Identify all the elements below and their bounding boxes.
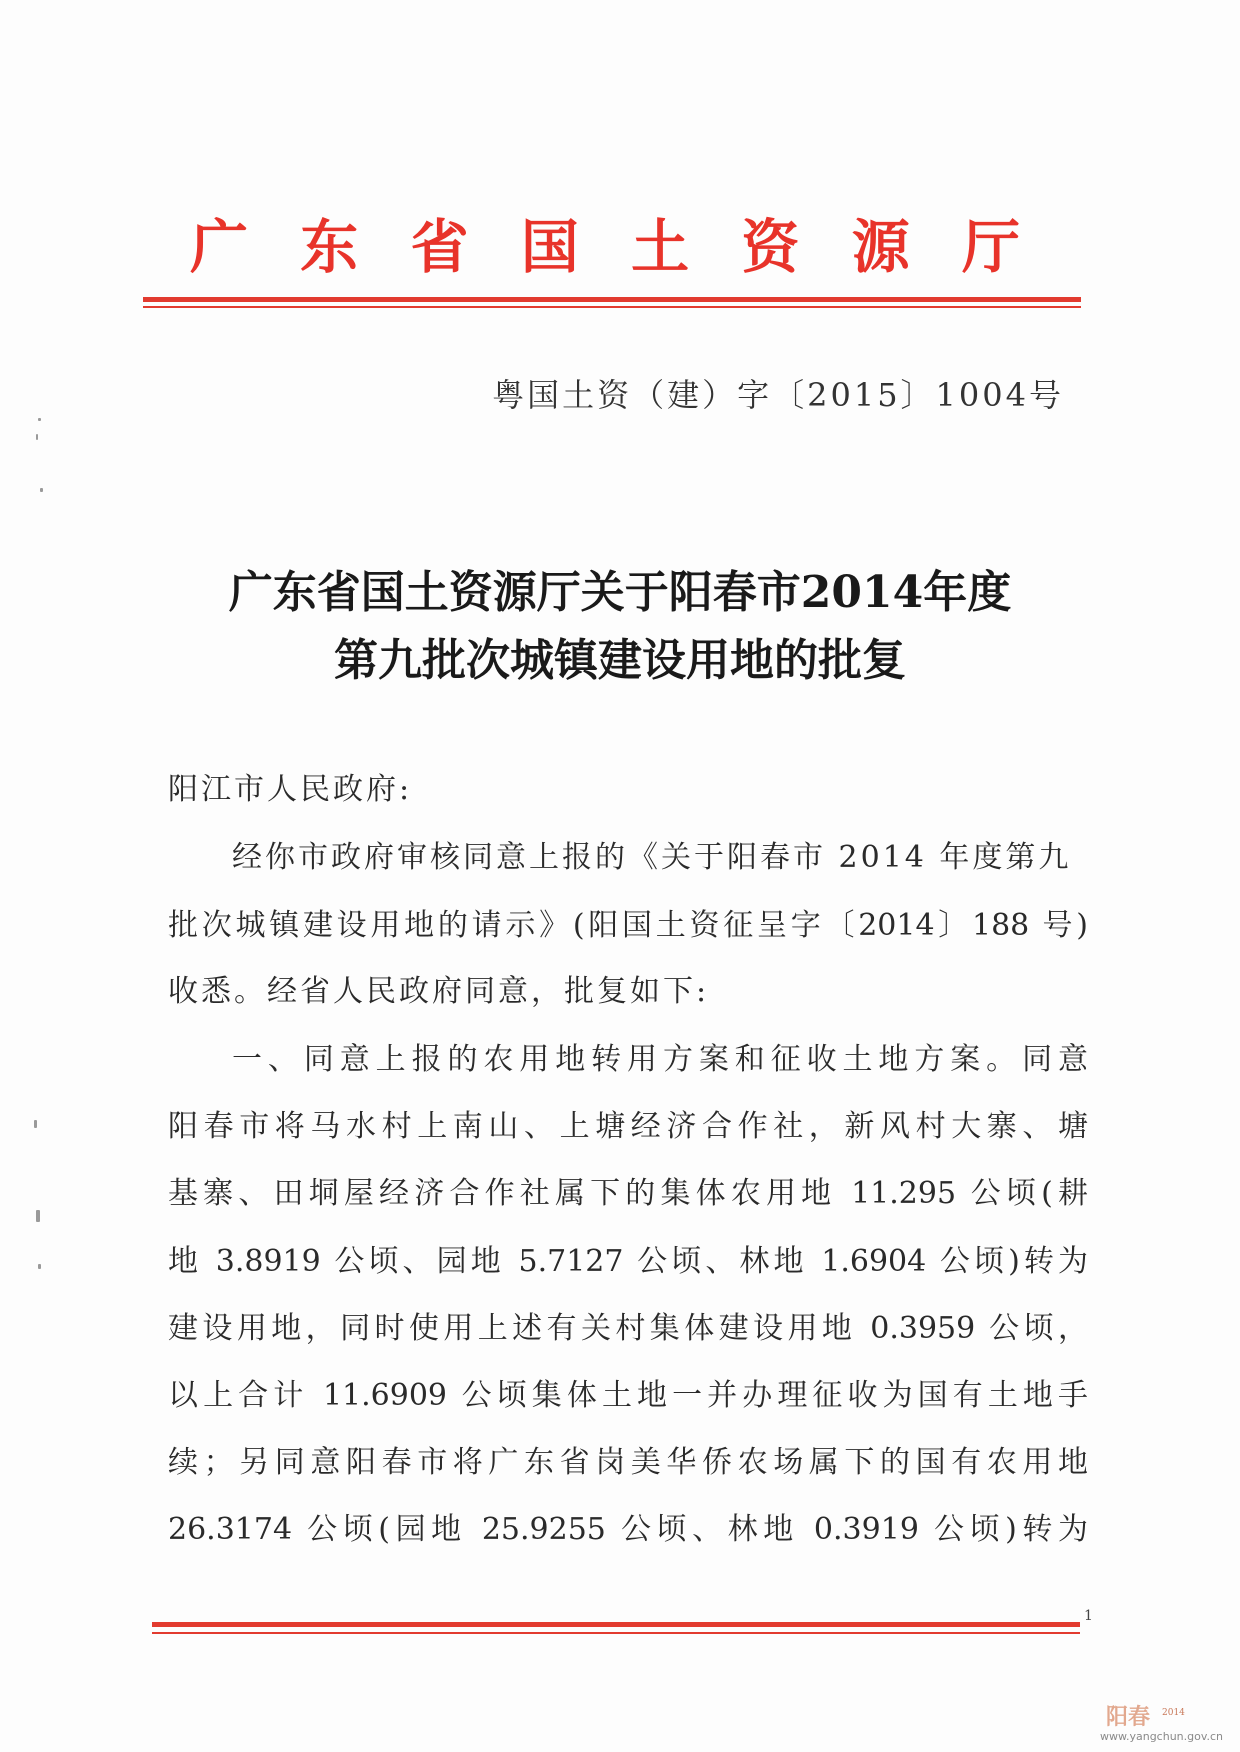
scan-speck [36,434,38,440]
scan-speck [38,1264,41,1269]
scan-speck [36,1210,40,1222]
agency-char: 国 [520,213,579,281]
scan-speck [38,418,41,421]
agency-char: 东 [300,213,359,281]
footer-divider-thin [152,1632,1080,1634]
document-number: 粤国土资（建）字〔2015〕1004号 [492,376,1064,414]
header-divider-thick [143,297,1081,302]
body-line: 建设用地，同时使用上述有关村集体建设用地 0.3959 公顷， [168,1311,1088,1346]
document-title-line1: 广东省国土资源厅关于阳春市2014年度 [228,567,1012,618]
body-line: 阳春市将马水村上南山、上塘经济合作社，新风村大寨、塘 [168,1109,1088,1144]
site-watermark [1100,1700,1235,1746]
agency-header [190,210,1020,284]
agency-char: 省 [410,213,469,281]
agency-char: 土 [631,213,690,281]
agency-char: 厅 [961,213,1020,281]
body-line: 续；另同意阳春市将广东省岗美华侨农场属下的国有农用地 [168,1445,1088,1480]
footer-divider-thick [152,1622,1080,1627]
body-line: 以上合计 11.6909 公顷集体土地一并办理征收为国有土地手 [168,1378,1088,1413]
document-title-line2: 第九批次城镇建设用地的批复 [334,635,906,686]
body-line: 基寨、田垌屋经济合作社属下的集体农用地 11.295 公顷(耕 [168,1176,1088,1211]
watermark-year: 2014 [1162,1708,1185,1718]
body-line: 地 3.8919 公顷、园地 5.7127 公顷、林地 1.6904 公顷)转为 [168,1244,1088,1279]
watermark-url: www.yangchun.gov.cn [1100,1730,1224,1743]
header-divider-thin [143,306,1081,308]
body-line: 一、同意上报的农用地转用方案和征收土地方案。同意 [232,1042,1088,1077]
body-line: 26.3174 公顷(园地 25.9255 公顷、林地 0.3919 公顷)转为 [168,1512,1088,1547]
agency-char: 源 [851,213,910,281]
body-line: 经你市政府审核同意上报的《关于阳春市 2014 年度第九 [232,840,1072,875]
page-number: 1 [1084,1608,1093,1624]
agency-char: 资 [741,213,800,281]
body-line: 收悉。经省人民政府同意，批复如下: [168,974,710,1009]
salutation: 阳江市人民政府: [168,772,413,807]
body-line: 批次城镇建设用地的请示》(阳国土资征呈字〔2014〕188 号) [168,908,1088,943]
scan-speck [40,488,43,492]
watermark-logo: 阳春 [1106,1704,1151,1730]
scan-speck [34,1120,37,1128]
agency-char: 广 [190,213,249,281]
